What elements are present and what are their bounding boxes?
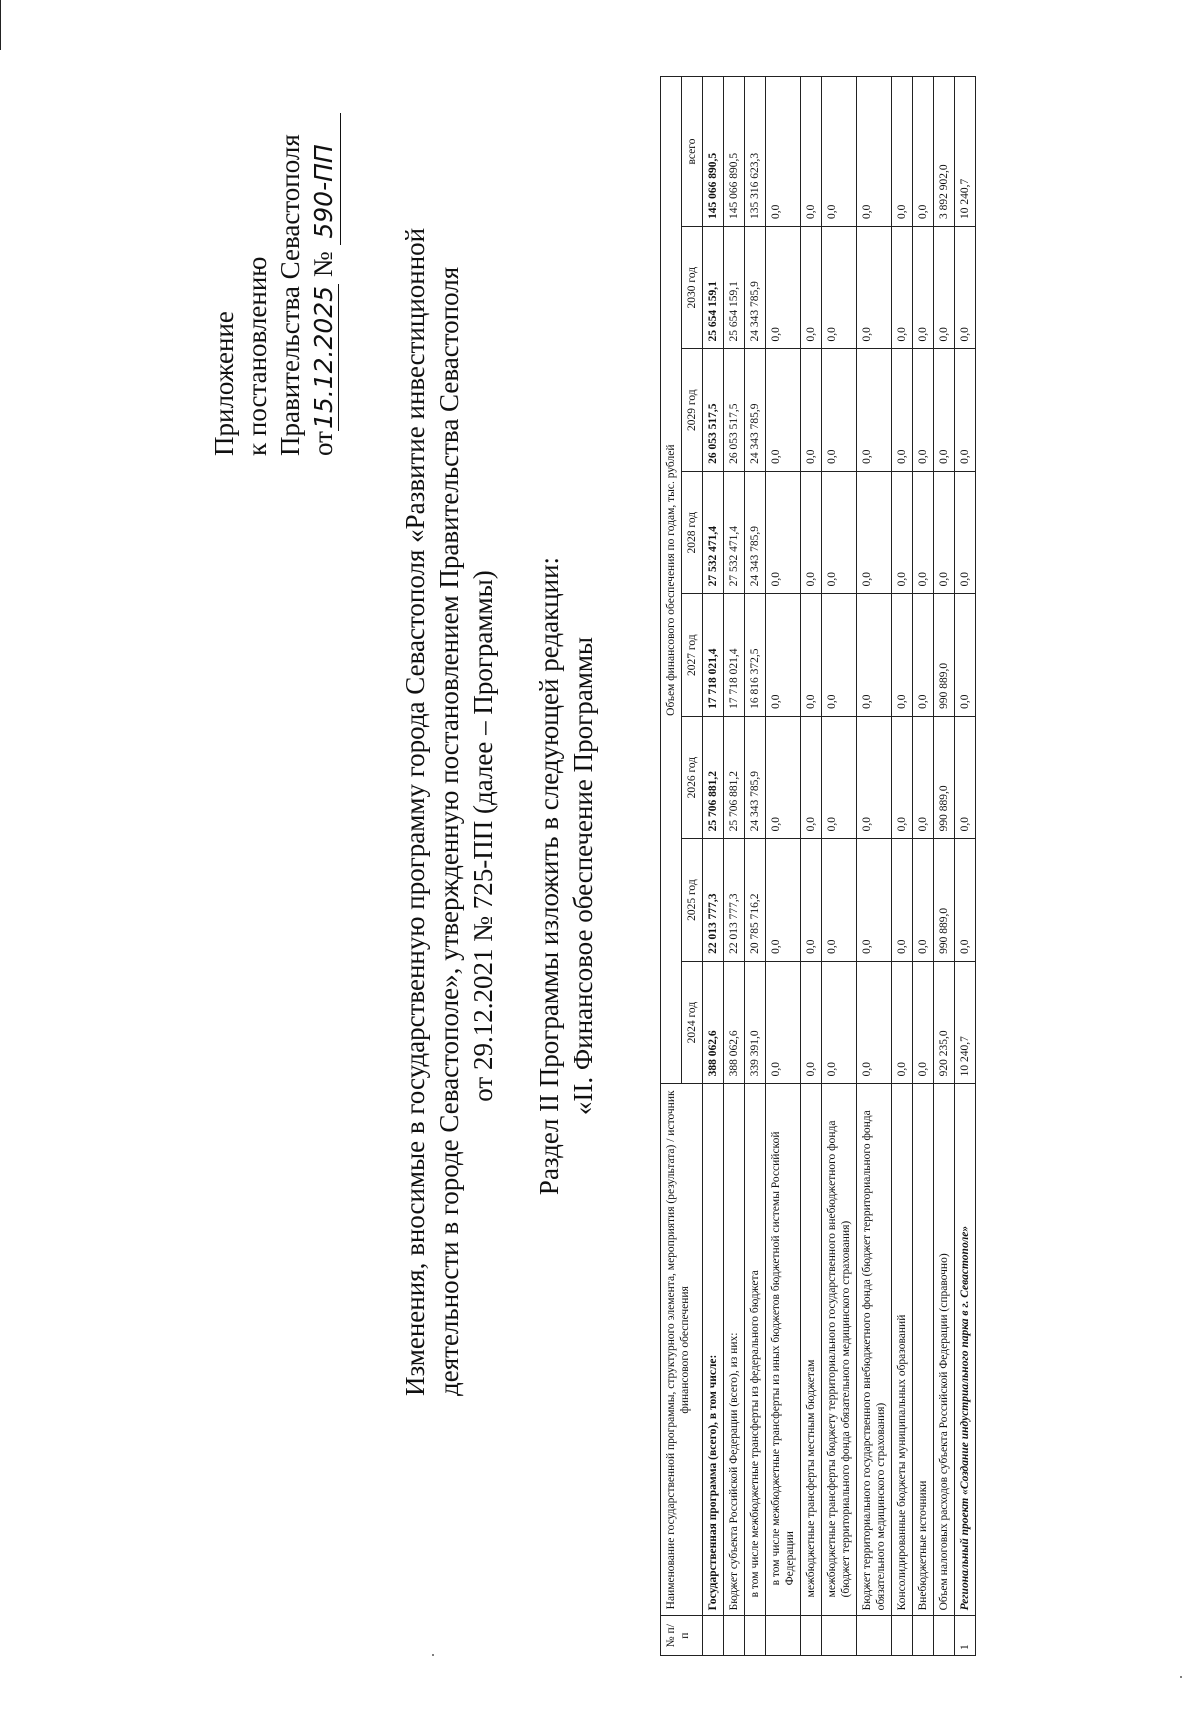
- header-name: Наименование государственной программы, структурного элемента, мероприятия (результата) / источник финансового обеспечения: [661, 1084, 703, 1616]
- header-year: 2028 год: [682, 471, 703, 593]
- header-year: 2030 год: [682, 226, 703, 348]
- row-year-cell: 339 391,0: [745, 961, 766, 1083]
- row-year-cell: 0,0: [857, 594, 892, 716]
- row-year-cell: 0,0: [934, 349, 955, 471]
- row-number: [766, 1616, 801, 1656]
- scan-speck: [1180, 1676, 1182, 1678]
- scan-speck: [432, 1654, 434, 1656]
- appendix-line-4: [307, 36, 341, 456]
- row-year-cell: 0,0: [913, 226, 934, 348]
- appendix-line-3: Правительства Севастополя: [275, 134, 305, 456]
- row-year-cell: 17 718 021,4: [703, 594, 724, 716]
- appendix-title: Приложение: [209, 311, 239, 456]
- appendix-line-2: к постановлению: [242, 256, 272, 456]
- header-total: всего: [682, 77, 703, 227]
- row-year-cell: 0,0: [801, 349, 822, 471]
- table-row: [822, 77, 857, 1656]
- row-name: Бюджет территориального государственного внебюджетного фонда (бюджет территориального фонда обязательного медицинского страхования): [857, 1084, 892, 1616]
- table-body: [703, 77, 976, 1656]
- row-total-cell: 3 892 902,0: [934, 77, 955, 227]
- row-year-cell: 22 013 777,3: [724, 839, 745, 961]
- row-year-cell: 0,0: [801, 471, 822, 593]
- row-number: [745, 1616, 766, 1656]
- row-year-cell: 990 889,0: [934, 594, 955, 716]
- table-row: [913, 77, 934, 1656]
- date-prefix: от: [308, 431, 338, 456]
- row-year-cell: 0,0: [955, 471, 976, 593]
- table-row: [745, 77, 766, 1656]
- row-year-cell: 0,0: [801, 716, 822, 838]
- row-number: [822, 1616, 857, 1656]
- row-name: в том числе межбюджетные трансферты из иных бюджетов бюджетной системы Российской Федерации: [766, 1084, 801, 1616]
- row-year-cell: 24 343 785,9: [745, 716, 766, 838]
- row-number: [913, 1616, 934, 1656]
- row-year-cell: 24 343 785,9: [745, 349, 766, 471]
- row-year-cell: 10 240,7: [955, 961, 976, 1083]
- row-year-cell: 0,0: [913, 349, 934, 471]
- heading-line-2: деятельности в городе Севастополе», утвержденную постановлением Правительства Севастополя: [434, 266, 464, 1396]
- row-number: [892, 1616, 913, 1656]
- section-heading: [532, 356, 600, 1396]
- row-name: межбюджетные трансферты местным бюджетам: [801, 1084, 822, 1616]
- row-total-cell: 135 316 623,3: [745, 77, 766, 227]
- row-year-cell: 920 235,0: [934, 961, 955, 1083]
- heading-line-1: Изменения, вносимые в государственную программу города Севастополя «Развитие инвестиционной: [400, 227, 430, 1396]
- row-year-cell: 0,0: [892, 839, 913, 961]
- row-year-cell: 0,0: [822, 961, 857, 1083]
- row-year-cell: 20 785 716,2: [745, 839, 766, 961]
- row-year-cell: 0,0: [955, 839, 976, 961]
- row-year-cell: 25 706 881,2: [703, 716, 724, 838]
- header-volume: Объем финансового обеспечения по годам, тыс. рублей: [661, 77, 682, 1084]
- row-year-cell: 16 816 372,5: [745, 594, 766, 716]
- row-year-cell: 0,0: [766, 471, 801, 593]
- row-year-cell: 24 343 785,9: [745, 471, 766, 593]
- row-year-cell: 0,0: [857, 349, 892, 471]
- row-name: Объем налоговых расходов субъекта Российской Федерации (справочно): [934, 1084, 955, 1616]
- table-row: [724, 77, 745, 1656]
- row-total-cell: 0,0: [892, 77, 913, 227]
- row-year-cell: 0,0: [857, 961, 892, 1083]
- row-name: Консолидированные бюджеты муниципальных образований: [892, 1084, 913, 1616]
- row-year-cell: 0,0: [892, 471, 913, 593]
- row-year-cell: 0,0: [857, 839, 892, 961]
- header-year: 2025 год: [682, 839, 703, 961]
- row-total-cell: 0,0: [857, 77, 892, 227]
- row-year-cell: 25 654 159,1: [703, 226, 724, 348]
- row-year-cell: 0,0: [801, 594, 822, 716]
- table-row: [934, 77, 955, 1656]
- row-year-cell: 0,0: [892, 594, 913, 716]
- row-year-cell: 22 013 777,3: [703, 839, 724, 961]
- header-no: № п/п: [661, 1616, 703, 1656]
- row-year-cell: 26 053 517,5: [703, 349, 724, 471]
- row-total-cell: 0,0: [766, 77, 801, 227]
- appendix-block: [208, 36, 341, 456]
- row-year-cell: 25 706 881,2: [724, 716, 745, 838]
- row-year-cell: 0,0: [857, 226, 892, 348]
- row-year-cell: 388 062,6: [724, 961, 745, 1083]
- header-year: 2029 год: [682, 349, 703, 471]
- row-name: в том числе межбюджетные трансферты из федерального бюджета: [745, 1084, 766, 1616]
- row-year-cell: 0,0: [913, 961, 934, 1083]
- row-year-cell: 0,0: [892, 716, 913, 838]
- table-row: [703, 77, 724, 1656]
- row-year-cell: 0,0: [766, 961, 801, 1083]
- row-year-cell: 26 053 517,5: [724, 349, 745, 471]
- row-number: 1: [955, 1616, 976, 1656]
- row-year-cell: 0,0: [955, 594, 976, 716]
- row-year-cell: 388 062,6: [703, 961, 724, 1083]
- table-header-row-1: [661, 77, 682, 1656]
- row-number: [724, 1616, 745, 1656]
- header-year: 2024 год: [682, 961, 703, 1083]
- row-total-cell: 145 066 890,5: [703, 77, 724, 227]
- row-name: Региональный проект «Создание индустриального парка в г. Севастополе»: [955, 1084, 976, 1616]
- row-year-cell: 27 532 471,4: [724, 471, 745, 593]
- row-name: Внебюджетные источники: [913, 1084, 934, 1616]
- row-name: межбюджетные трансферты бюджету территориального государственного внебюджетного фонда (бюджет территориального фонда обязательного медицинского страхования): [822, 1084, 857, 1616]
- row-year-cell: 990 889,0: [934, 839, 955, 961]
- row-year-cell: 0,0: [913, 471, 934, 593]
- table-row: [766, 77, 801, 1656]
- row-year-cell: 0,0: [892, 226, 913, 348]
- row-total-cell: 145 066 890,5: [724, 77, 745, 227]
- section-line-1: Раздел II Программы изложить в следующей редакции:: [534, 556, 564, 1196]
- row-year-cell: 990 889,0: [934, 716, 955, 838]
- row-year-cell: 0,0: [822, 471, 857, 593]
- row-year-cell: 0,0: [766, 716, 801, 838]
- row-year-cell: 17 718 021,4: [724, 594, 745, 716]
- table-row: [801, 77, 822, 1656]
- row-year-cell: 0,0: [801, 961, 822, 1083]
- scan-edge-mark: [0, 0, 1, 50]
- header-year: 2027 год: [682, 594, 703, 716]
- document-heading: [398, 227, 500, 1396]
- row-year-cell: 0,0: [801, 839, 822, 961]
- row-name: Государственная программа (всего), в том числе:: [703, 1084, 724, 1616]
- row-total-cell: 0,0: [801, 77, 822, 227]
- row-year-cell: 0,0: [766, 594, 801, 716]
- row-year-cell: 0,0: [913, 716, 934, 838]
- row-year-cell: 0,0: [857, 716, 892, 838]
- row-year-cell: 0,0: [955, 226, 976, 348]
- row-year-cell: 0,0: [934, 226, 955, 348]
- row-year-cell: 0,0: [766, 226, 801, 348]
- row-year-cell: 0,0: [766, 349, 801, 471]
- table-row: [892, 77, 913, 1656]
- row-year-cell: 0,0: [801, 226, 822, 348]
- handwritten-number: 590-ПП: [307, 113, 341, 245]
- row-year-cell: 0,0: [857, 471, 892, 593]
- heading-line-3: от 29.12.2021 № 725-ПП (далее – Программы): [468, 570, 498, 1102]
- row-total-cell: 10 240,7: [955, 77, 976, 227]
- row-name: Бюджет субъекта Российской Федерации (всего), из них:: [724, 1084, 745, 1616]
- handwritten-date: 15.12.2025: [309, 285, 338, 430]
- row-number: [801, 1616, 822, 1656]
- table-row: [857, 77, 892, 1656]
- row-number: [703, 1616, 724, 1656]
- header-year: 2026 год: [682, 716, 703, 838]
- row-year-cell: 24 343 785,9: [745, 226, 766, 348]
- table-row: [955, 77, 976, 1656]
- row-year-cell: 0,0: [822, 349, 857, 471]
- row-total-cell: 0,0: [822, 77, 857, 227]
- row-year-cell: 0,0: [766, 839, 801, 961]
- row-year-cell: 0,0: [913, 594, 934, 716]
- row-year-cell: 0,0: [892, 961, 913, 1083]
- row-year-cell: 0,0: [913, 839, 934, 961]
- row-number: [857, 1616, 892, 1656]
- financing-table: [660, 76, 976, 1656]
- row-year-cell: 0,0: [822, 594, 857, 716]
- row-year-cell: 25 654 159,1: [724, 226, 745, 348]
- row-year-cell: 0,0: [955, 349, 976, 471]
- row-number: [934, 1616, 955, 1656]
- row-year-cell: 0,0: [955, 716, 976, 838]
- row-year-cell: 27 532 471,4: [703, 471, 724, 593]
- section-line-2: «II. Финансовое обеспечение Программы: [568, 636, 598, 1116]
- number-sign: №: [308, 251, 338, 278]
- row-year-cell: 0,0: [934, 471, 955, 593]
- row-year-cell: 0,0: [822, 716, 857, 838]
- row-year-cell: 0,0: [822, 839, 857, 961]
- row-total-cell: 0,0: [913, 77, 934, 227]
- row-year-cell: 0,0: [892, 349, 913, 471]
- row-year-cell: 0,0: [822, 226, 857, 348]
